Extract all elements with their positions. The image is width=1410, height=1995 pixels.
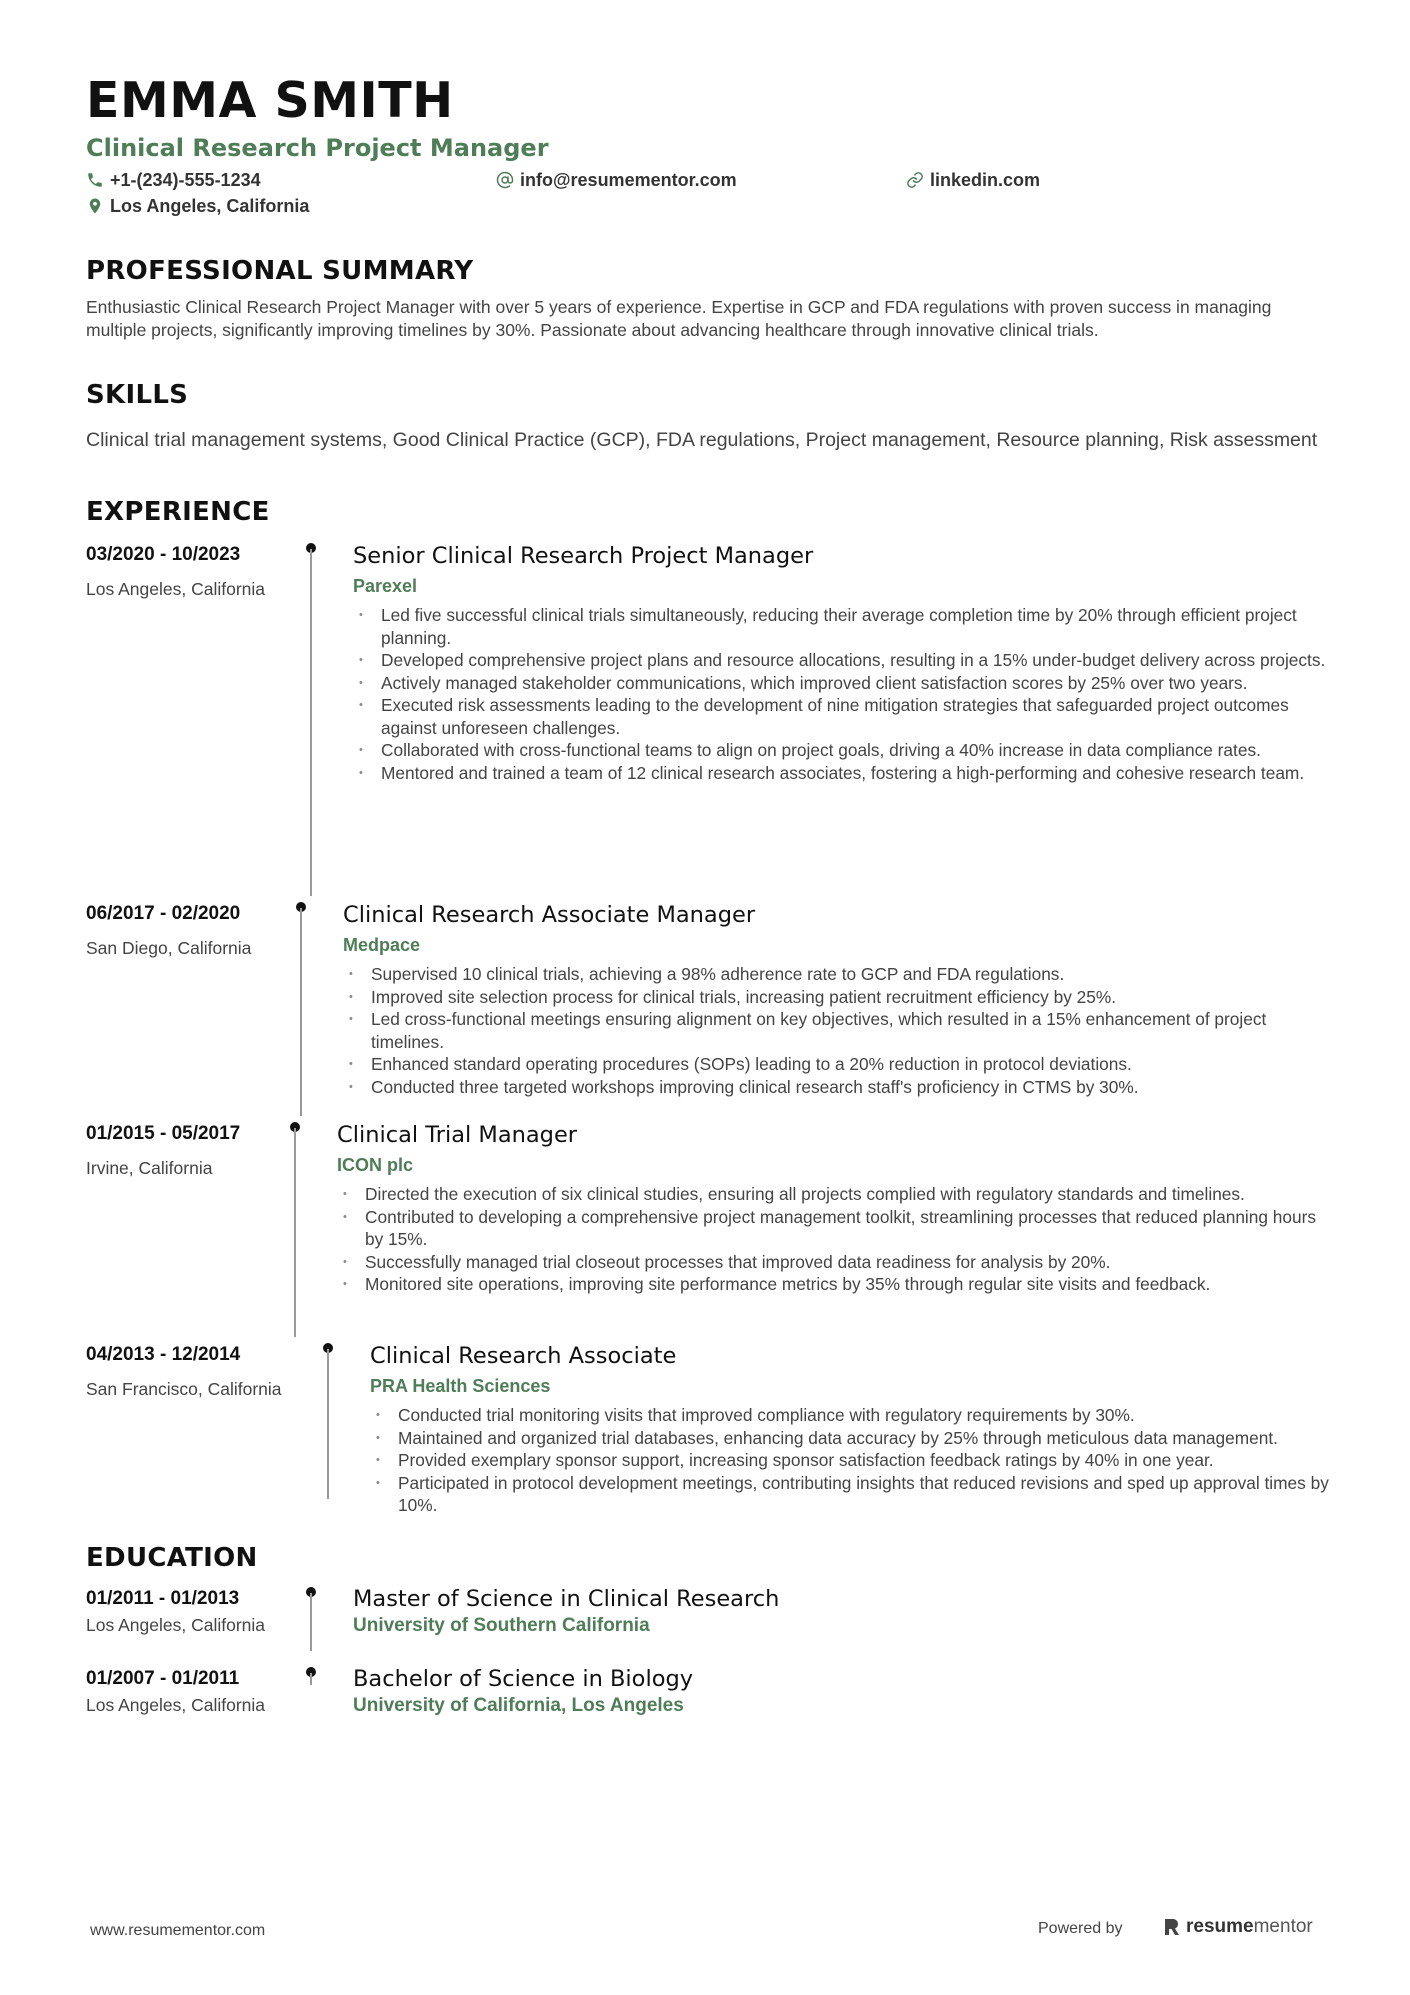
experience-details	[337, 1120, 1333, 1296]
job-bullet: • Directed the execution of six clinical studies, ensuring all projects complied with regulatory standards and timelines.	[337, 1183, 1333, 1206]
job-bullets	[343, 963, 1333, 1098]
experience-location: San Francisco, California	[86, 1379, 282, 1399]
experience-dates: 06/2017 - 02/2020	[86, 903, 241, 924]
link-icon	[906, 171, 924, 189]
location-pin-icon	[86, 197, 104, 215]
skills-section	[86, 378, 1326, 453]
contact-info	[86, 168, 1326, 220]
experience-details	[370, 1341, 1333, 1517]
experience-dates: 03/2020 - 10/2023	[86, 544, 241, 565]
job-bullet: • Led cross-functional meetings ensuring alignment on key objectives, which resulted in a 15% enhancement of project timelines.	[343, 1008, 1333, 1053]
contact-linkedin[interactable]	[906, 168, 1040, 192]
education-entry	[86, 1585, 1326, 1665]
education-location: Los Angeles, California	[86, 1695, 265, 1715]
job-bullet: • Maintained and organized trial databases, enhancing data accuracy by 25% through meticulous data management.	[370, 1427, 1333, 1450]
resume-header	[86, 70, 1326, 220]
education-dates: 01/2011 - 01/2013	[86, 1588, 240, 1609]
job-bullet: • Participated in protocol development meetings, contributing insights that reduced revisions and sped up approval times by 10%.	[370, 1472, 1333, 1517]
email-text: info@resumementor.com	[520, 170, 737, 190]
job-bullet: • Developed comprehensive project plans and resource allocations, resulting in a 15% under-budget delivery across projects.	[353, 649, 1333, 672]
job-bullet: • Actively managed stakeholder communications, which improved client satisfaction scores by 25% over two years.	[353, 672, 1333, 695]
brand-text-light: mentor	[1253, 1916, 1313, 1937]
education-section	[86, 1541, 1326, 1735]
company-name: PRA Health Sciences	[370, 1376, 551, 1396]
education-details	[353, 1585, 779, 1639]
skills-heading: SKILLS	[86, 380, 189, 410]
job-bullet: • Monitored site operations, improving site performance metrics by 35% through regular site visits and feedback.	[337, 1273, 1333, 1296]
job-bullet: • Successfully managed trial closeout processes that improved data readiness for analysis by 20%.	[337, 1251, 1333, 1274]
job-bullet: • Improved site selection process for clinical trials, increasing patient recruitment efficiency by 25%.	[343, 986, 1333, 1009]
resume-page	[86, 70, 1329, 1735]
timeline-line	[310, 549, 312, 896]
education-entry	[86, 1665, 1326, 1735]
footer-powered-by: Powered by	[1038, 1920, 1123, 1937]
location-text: Los Angeles, California	[110, 196, 310, 216]
candidate-title: Clinical Research Project Manager	[86, 134, 549, 162]
job-title: Clinical Research Associate Manager	[343, 902, 756, 928]
job-bullet: • Supervised 10 clinical trials, achieving a 98% adherence rate to GCP and FDA regulations.	[343, 963, 1333, 986]
linkedin-text: linkedin.com	[930, 170, 1041, 190]
footer-url[interactable]: www.resumementor.com	[90, 1922, 266, 1939]
experience-meta	[86, 1343, 326, 1401]
candidate-name: EMMA SMITH	[86, 72, 454, 129]
brand-text-bold: resume	[1186, 1916, 1254, 1937]
experience-meta	[86, 1122, 326, 1180]
resumementor-logo[interactable]	[1162, 1916, 1313, 1938]
experience-entry	[86, 1120, 1326, 1341]
experience-entry	[86, 1341, 1329, 1541]
experience-dates: 04/2013 - 12/2014	[86, 1344, 241, 1365]
job-title: Senior Clinical Research Project Manager	[353, 543, 814, 569]
summary-section	[86, 254, 1326, 342]
education-details	[353, 1665, 693, 1719]
job-title: Clinical Research Associate	[370, 1343, 677, 1369]
summary-heading: PROFESSIONAL SUMMARY	[86, 256, 474, 286]
job-bullet: • Provided exemplary sponsor support, increasing sponsor satisfaction feedback ratings by 40% in one year.	[370, 1449, 1333, 1472]
timeline-line	[294, 1128, 296, 1337]
school-name: University of California, Los Angeles	[353, 1695, 684, 1716]
education-dates: 01/2007 - 01/2011	[86, 1668, 240, 1689]
experience-details	[353, 541, 1333, 784]
job-bullet: • Contributed to developing a comprehensive project management toolkit, streamlining processes that reduced planning hours by 15%.	[337, 1206, 1333, 1251]
timeline-line	[327, 1349, 329, 1499]
skills-text: Clinical trial management systems, Good Clinical Practice (GCP), FDA regulations, Project management, Resource planning, Risk assessment	[86, 429, 1318, 451]
job-bullets	[353, 604, 1333, 784]
contact-location	[86, 194, 309, 218]
job-bullet: • Led five successful clinical trials simultaneously, reducing their average completion time by 20% through efficient project planning.	[353, 604, 1333, 649]
summary-text: Enthusiastic Clinical Research Project Manager with over 5 years of experience. Expertise in GCP and FDA regulations with proven success in managing multiple projects, significantly improving timelines by 30%. Passionate about advancing healthcare through innovative clinical trials.	[86, 297, 1272, 340]
contact-phone[interactable]	[86, 168, 261, 192]
company-name: ICON plc	[337, 1155, 414, 1175]
school-name: University of Southern California	[353, 1615, 650, 1636]
timeline-line	[310, 1673, 312, 1685]
resumementor-logo-icon	[1162, 1916, 1182, 1938]
brand-text	[1186, 1916, 1313, 1938]
contact-email[interactable]	[496, 168, 737, 192]
job-title: Clinical Trial Manager	[337, 1122, 578, 1148]
job-bullet: • Mentored and trained a team of 12 clinical research associates, fostering a high-performing and cohesive research team.	[353, 762, 1333, 785]
job-bullet: • Conducted three targeted workshops improving clinical research staff's proficiency in CTMS by 30%.	[343, 1076, 1333, 1099]
job-bullet: • Enhanced standard operating procedures (SOPs) leading to a 20% reduction in protocol deviations.	[343, 1053, 1333, 1076]
degree-title: Bachelor of Science in Biology	[353, 1666, 694, 1692]
experience-location: San Diego, California	[86, 938, 252, 958]
degree-title: Master of Science in Clinical Research	[353, 1586, 780, 1612]
experience-entry	[86, 541, 1326, 900]
education-meta	[86, 1667, 326, 1717]
education-location: Los Angeles, California	[86, 1615, 265, 1635]
job-bullet: • Collaborated with cross-functional teams to align on project goals, driving a 40% increase in data compliance rates.	[353, 739, 1333, 762]
education-heading: EDUCATION	[86, 1543, 258, 1573]
experience-entry	[86, 900, 1326, 1120]
experience-heading: EXPERIENCE	[86, 497, 270, 527]
experience-location: Los Angeles, California	[86, 579, 265, 599]
experience-details	[343, 900, 1333, 1098]
job-bullets	[337, 1183, 1333, 1296]
company-name: Medpace	[343, 935, 421, 955]
experience-meta	[86, 902, 326, 960]
timeline-line	[310, 1593, 312, 1651]
job-bullets	[370, 1404, 1333, 1517]
at-sign-icon	[496, 171, 514, 189]
phone-text: +1-(234)-555-1234	[110, 170, 261, 190]
experience-location: Irvine, California	[86, 1158, 213, 1178]
phone-icon	[86, 171, 104, 189]
experience-meta	[86, 543, 326, 601]
company-name: Parexel	[353, 576, 418, 596]
experience-dates: 01/2015 - 05/2017	[86, 1123, 241, 1144]
education-meta	[86, 1587, 326, 1637]
experience-section	[86, 495, 1329, 1541]
job-bullet: • Conducted trial monitoring visits that improved compliance with regulatory requirements by 30%.	[370, 1404, 1333, 1427]
timeline-line	[300, 908, 302, 1116]
job-bullet: • Executed risk assessments leading to the development of nine mitigation strategies that safeguarded project outcomes against unforeseen challenges.	[353, 694, 1333, 739]
